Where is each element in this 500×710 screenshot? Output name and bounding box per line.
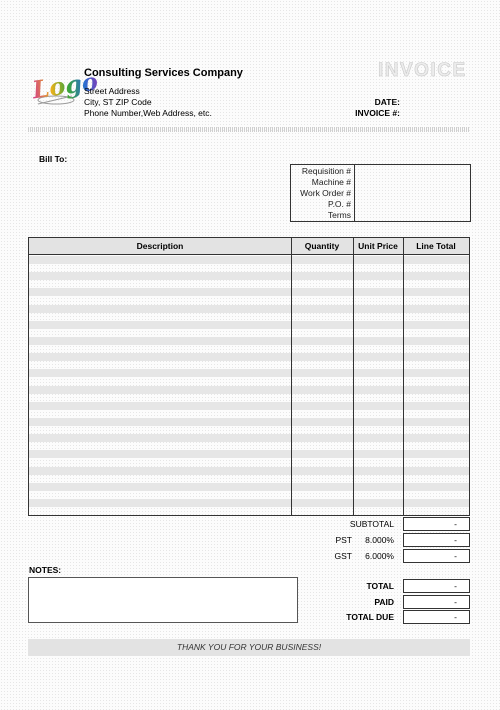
street-address: Street Address [84,86,140,96]
subtotal-value: - [403,517,470,531]
total-due-label: TOTAL DUE [346,612,394,622]
paid-value: - [403,595,470,609]
pst-label: PST [335,535,352,545]
contact-info: Phone Number,Web Address, etc. [84,108,212,118]
po-label: P.O. # [291,199,355,210]
subtotal-label: SUBTOTAL [349,519,394,529]
column-unit-price: Unit Price [358,241,398,251]
header-divider [28,127,470,132]
company-name: Consulting Services Company [84,67,243,79]
requisition-label: Requisition # [291,165,355,177]
column-line-total: Line Total [416,241,456,251]
thank-you-banner: THANK YOU FOR YOUR BUSINESS! [28,639,470,656]
line-items-table [28,237,470,516]
paid-label: PAID [374,597,394,607]
notes-label: NOTES: [29,565,62,575]
requisition-value[interactable] [355,165,471,177]
total-label: TOTAL [366,581,394,591]
bill-to-label: Bill To: [39,154,68,164]
company-logo [30,60,100,110]
requisition-table [290,164,471,222]
pst-value: - [403,533,470,547]
terms-label: Terms [291,210,355,222]
column-divider [291,238,292,515]
total-due-value: - [403,610,470,624]
invoice-title: INVOICE [378,60,467,81]
gst-value: - [403,549,470,563]
column-divider [353,238,354,515]
machine-value[interactable] [355,176,471,187]
terms-value[interactable] [355,210,471,222]
notes-field[interactable] [28,577,298,623]
work-order-value[interactable] [355,187,471,198]
machine-label: Machine # [291,176,355,187]
logo-text: Logo [30,66,100,105]
column-description: Description [136,241,184,251]
column-quantity: Quantity [304,241,340,251]
work-order-label: Work Order # [291,187,355,198]
invoice-number-label: INVOICE #: [355,108,400,118]
total-value: - [403,579,470,593]
column-divider [403,238,404,515]
gst-label: GST [334,551,352,561]
po-value[interactable] [355,199,471,210]
gst-rate: 6.000% [365,551,394,561]
pst-rate: 8.000% [365,535,394,545]
city-state-zip: City, ST ZIP Code [84,97,152,107]
date-label: DATE: [374,97,400,107]
